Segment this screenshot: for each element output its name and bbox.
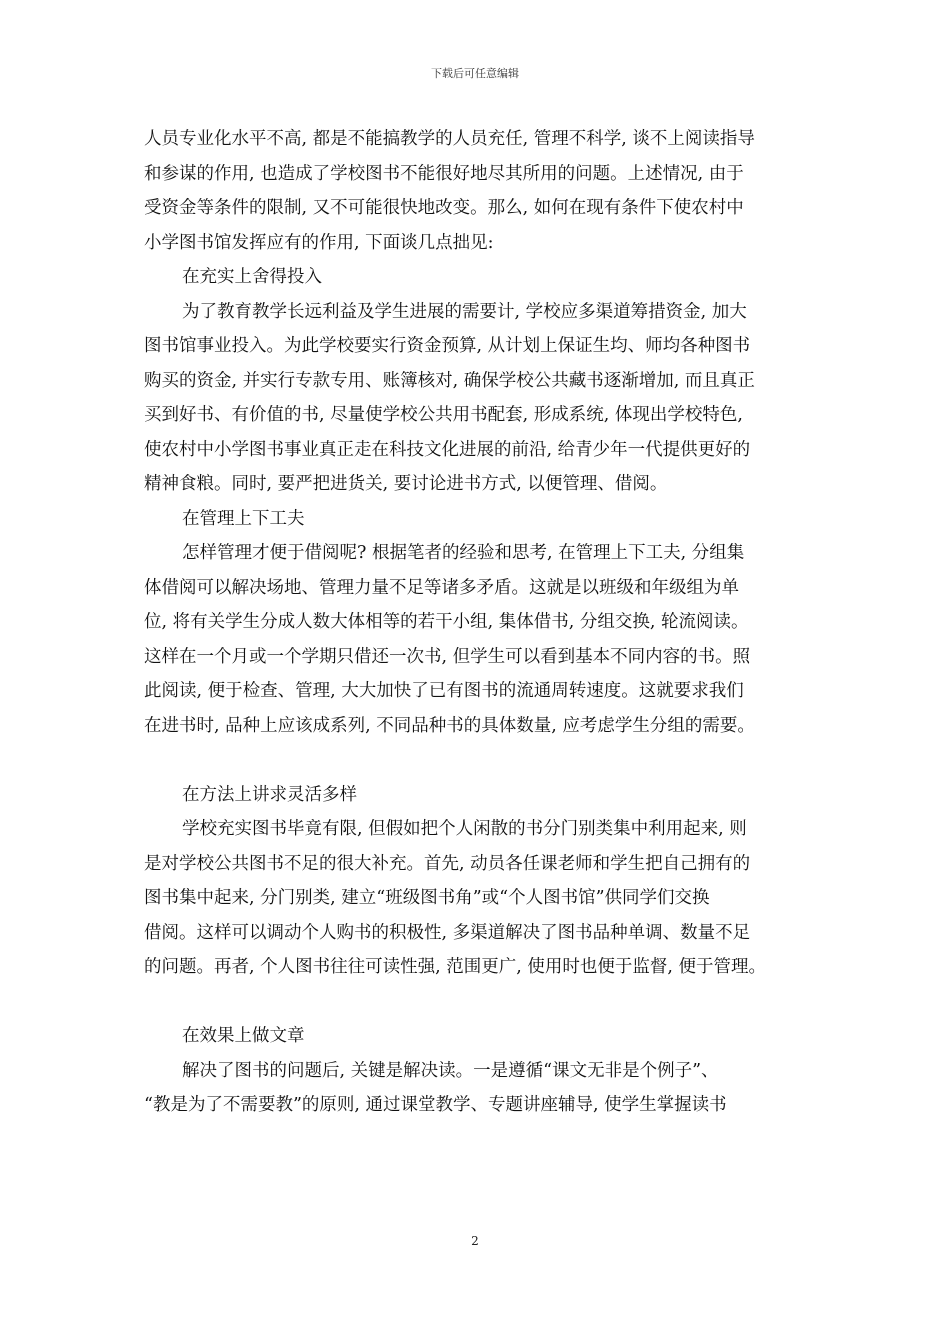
body-line: 和参谋的作用, 也造成了学校图书不能很好地尽其所用的问题。上述情况, 由于 <box>144 163 744 184</box>
body-line: 受资金等条件的限制, 又不可能很快地改变。那么, 如何在现有条件下使农村中 <box>144 198 744 218</box>
body-line: 的问题。再者, 个人图书往往可读性强, 范围更广, 使用时也便于监督, 便于管理。 <box>144 957 766 977</box>
paragraph-start-line: 为了教育教学长远利益及学生进展的需要计, 学校应多渠道筹措资金, 加大 <box>182 301 747 322</box>
body-line: 图书馆事业投入。为此学校要实行资金预算, 从计划上保证生均、师均各种图书 <box>144 336 751 356</box>
body-line: 精神食粮。同时, 要严把进货关, 要讨论进书方式, 以便管理、借阅。 <box>144 474 668 494</box>
body-line: 此阅读, 便于检查、管理, 大大加快了已有图书的流通周转速度。这就要求我们 <box>144 681 744 701</box>
body-line: 是对学校公共图书不足的很大补充。首先, 动员各任课老师和学生把自己拥有的 <box>144 853 751 874</box>
body-line: 购买的资金, 并实行专款专用、账簿核对, 确保学校公共藏书逐渐增加, 而且真正 <box>144 370 755 391</box>
blank-line <box>144 743 812 778</box>
paragraph-start-line: 学校充实图书毕竟有限, 但假如把个人闲散的书分门别类集中利用起来, 则 <box>182 819 747 839</box>
body-line: 买到好书、有价值的书, 尽量使学校公共用书配套, 形成系统, 体现出学校特色, <box>144 405 743 425</box>
body-line: 位, 将有关学生分成人数大体相等的若干小组, 集体借书, 分组交换, 轮流阅读。 <box>144 612 749 632</box>
body-line: 体借阅可以解决场地、管理力量不足等诸多矛盾。这就是以班级和年级组为单 <box>144 577 739 598</box>
body-line: 使农村中小学图书事业真正走在科技文化进展的前沿, 给青少年一代提供更好的 <box>144 439 751 460</box>
body-line: “教是为了不需要教”的原则, 通过课堂教学、专题讲座辅导, 使学生掌握读书 <box>144 1095 727 1115</box>
body-line: 人员专业化水平不高, 都是不能搞教学的人员充任, 管理不科学, 谈不上阅读指导 <box>144 129 755 149</box>
body-line: 这样在一个月或一个学期只借还一次书, 但学生可以看到基本不同内容的书。照 <box>144 646 751 667</box>
page-header: 下载后可任意编辑 <box>431 67 519 80</box>
body-line: 图书集中起来, 分门别类, 建立“班级图书角”或“个人图书馆”供同学们交换 <box>144 888 710 908</box>
body-text <box>144 122 812 1123</box>
body-line: 在进书时, 品种上应该成系列, 不同品种书的具体数量, 应考虑学生分组的需要。 <box>144 715 755 736</box>
page-number: 2 <box>471 1234 479 1248</box>
paragraph-start-line: 怎样管理才便于借阅呢? 根据笔者的经验和思考, 在管理上下工夫, 分组集 <box>182 543 745 563</box>
blank-line <box>144 985 812 1020</box>
body-line: 借阅。这样可以调动个人购书的积极性, 多渠道解决了图书品种单调、数量不足 <box>144 922 751 943</box>
paragraph-start-line: 解决了图书的问题后, 关键是解决读。一是遵循“课文无非是个例子”、 <box>182 1060 719 1081</box>
section-heading: 在方法上讲求灵活多样 <box>182 784 357 805</box>
section-heading: 在充实上舍得投入 <box>182 267 322 287</box>
section-heading: 在管理上下工夫 <box>182 508 305 529</box>
body-line: 小学图书馆发挥应有的作用, 下面谈几点拙见: <box>144 232 494 253</box>
section-heading: 在效果上做文章 <box>182 1026 305 1046</box>
